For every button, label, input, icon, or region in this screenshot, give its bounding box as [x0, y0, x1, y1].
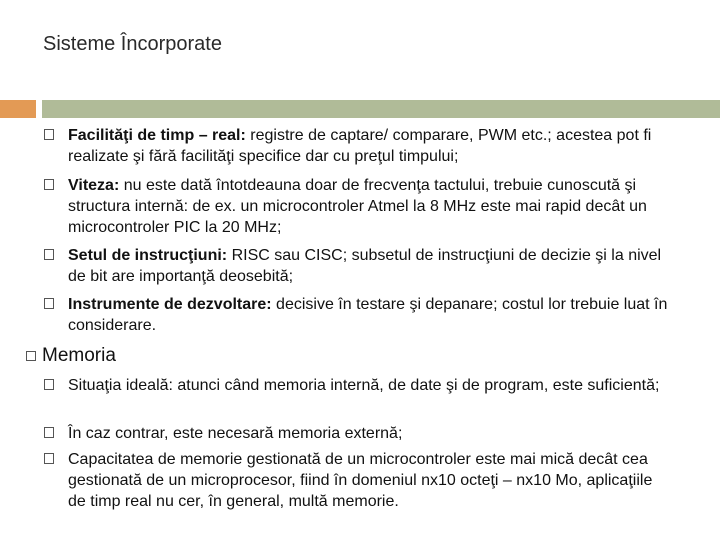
item-bold: Setul de instrucţiuni:	[68, 247, 228, 264]
item-bold: Viteza:	[68, 177, 120, 194]
accent-bar-green	[42, 100, 720, 118]
item-bold: Facilităţi de timp – real:	[68, 127, 246, 144]
list-item	[68, 175, 668, 238]
accent-bar-orange	[0, 100, 36, 118]
item-text: nu este dată întotdeauna doar de frecvenţa tactului, trebuie cunoscută şi structura internă: de ex. un microcontroler Atmel la 8 MHz este mai rapid decât un microcontroler PIC la 20 MHz;	[68, 177, 647, 236]
square-bullet-icon	[44, 453, 54, 464]
square-bullet-icon	[44, 427, 54, 438]
list-item	[68, 449, 668, 512]
accent-bar	[0, 100, 720, 118]
slide-title: Sisteme Încorporate	[43, 33, 222, 55]
item-text: decisive în testare şi depanare; costul lor trebuie luat în considerare.	[68, 296, 668, 334]
square-bullet-icon	[44, 179, 54, 190]
list-item	[68, 294, 668, 336]
list-item	[68, 245, 668, 287]
list-item	[68, 125, 668, 167]
square-bullet-icon	[44, 379, 54, 390]
item-bold: Instrumente de dezvoltare:	[68, 296, 272, 313]
item-text: RISC sau CISC; subsetul de instrucţiuni de decizie şi la nivel de bit are importanţă deosebită;	[68, 247, 662, 285]
square-bullet-icon	[44, 249, 54, 260]
item-text: registre de captare/ comparare, PWM etc.; acestea pot fi realizate şi fără facilităţi specifice dar cu preţul timpului;	[68, 127, 652, 165]
square-bullet-icon	[44, 298, 54, 309]
section-heading-memoria	[42, 344, 116, 368]
item-text: Capacitatea de memorie gestionată de un microcontroler este mai mică decât cea gestionată de un microprocesor, fiind în domeniul nx10 octeţi – nx10 Mo, aplicaţiile de timp real nu cer, în general, multă memorie.	[68, 451, 653, 510]
list-item	[68, 375, 668, 396]
heading-text: Memoria	[42, 345, 116, 366]
square-bullet-icon	[44, 129, 54, 140]
list-item	[68, 423, 668, 444]
item-text: Situaţia ideală: atunci când memoria internă, de date şi de program, este suficientă;	[68, 377, 660, 394]
item-text: În caz contrar, este necesară memoria externă;	[68, 425, 403, 442]
square-bullet-icon	[26, 351, 36, 361]
